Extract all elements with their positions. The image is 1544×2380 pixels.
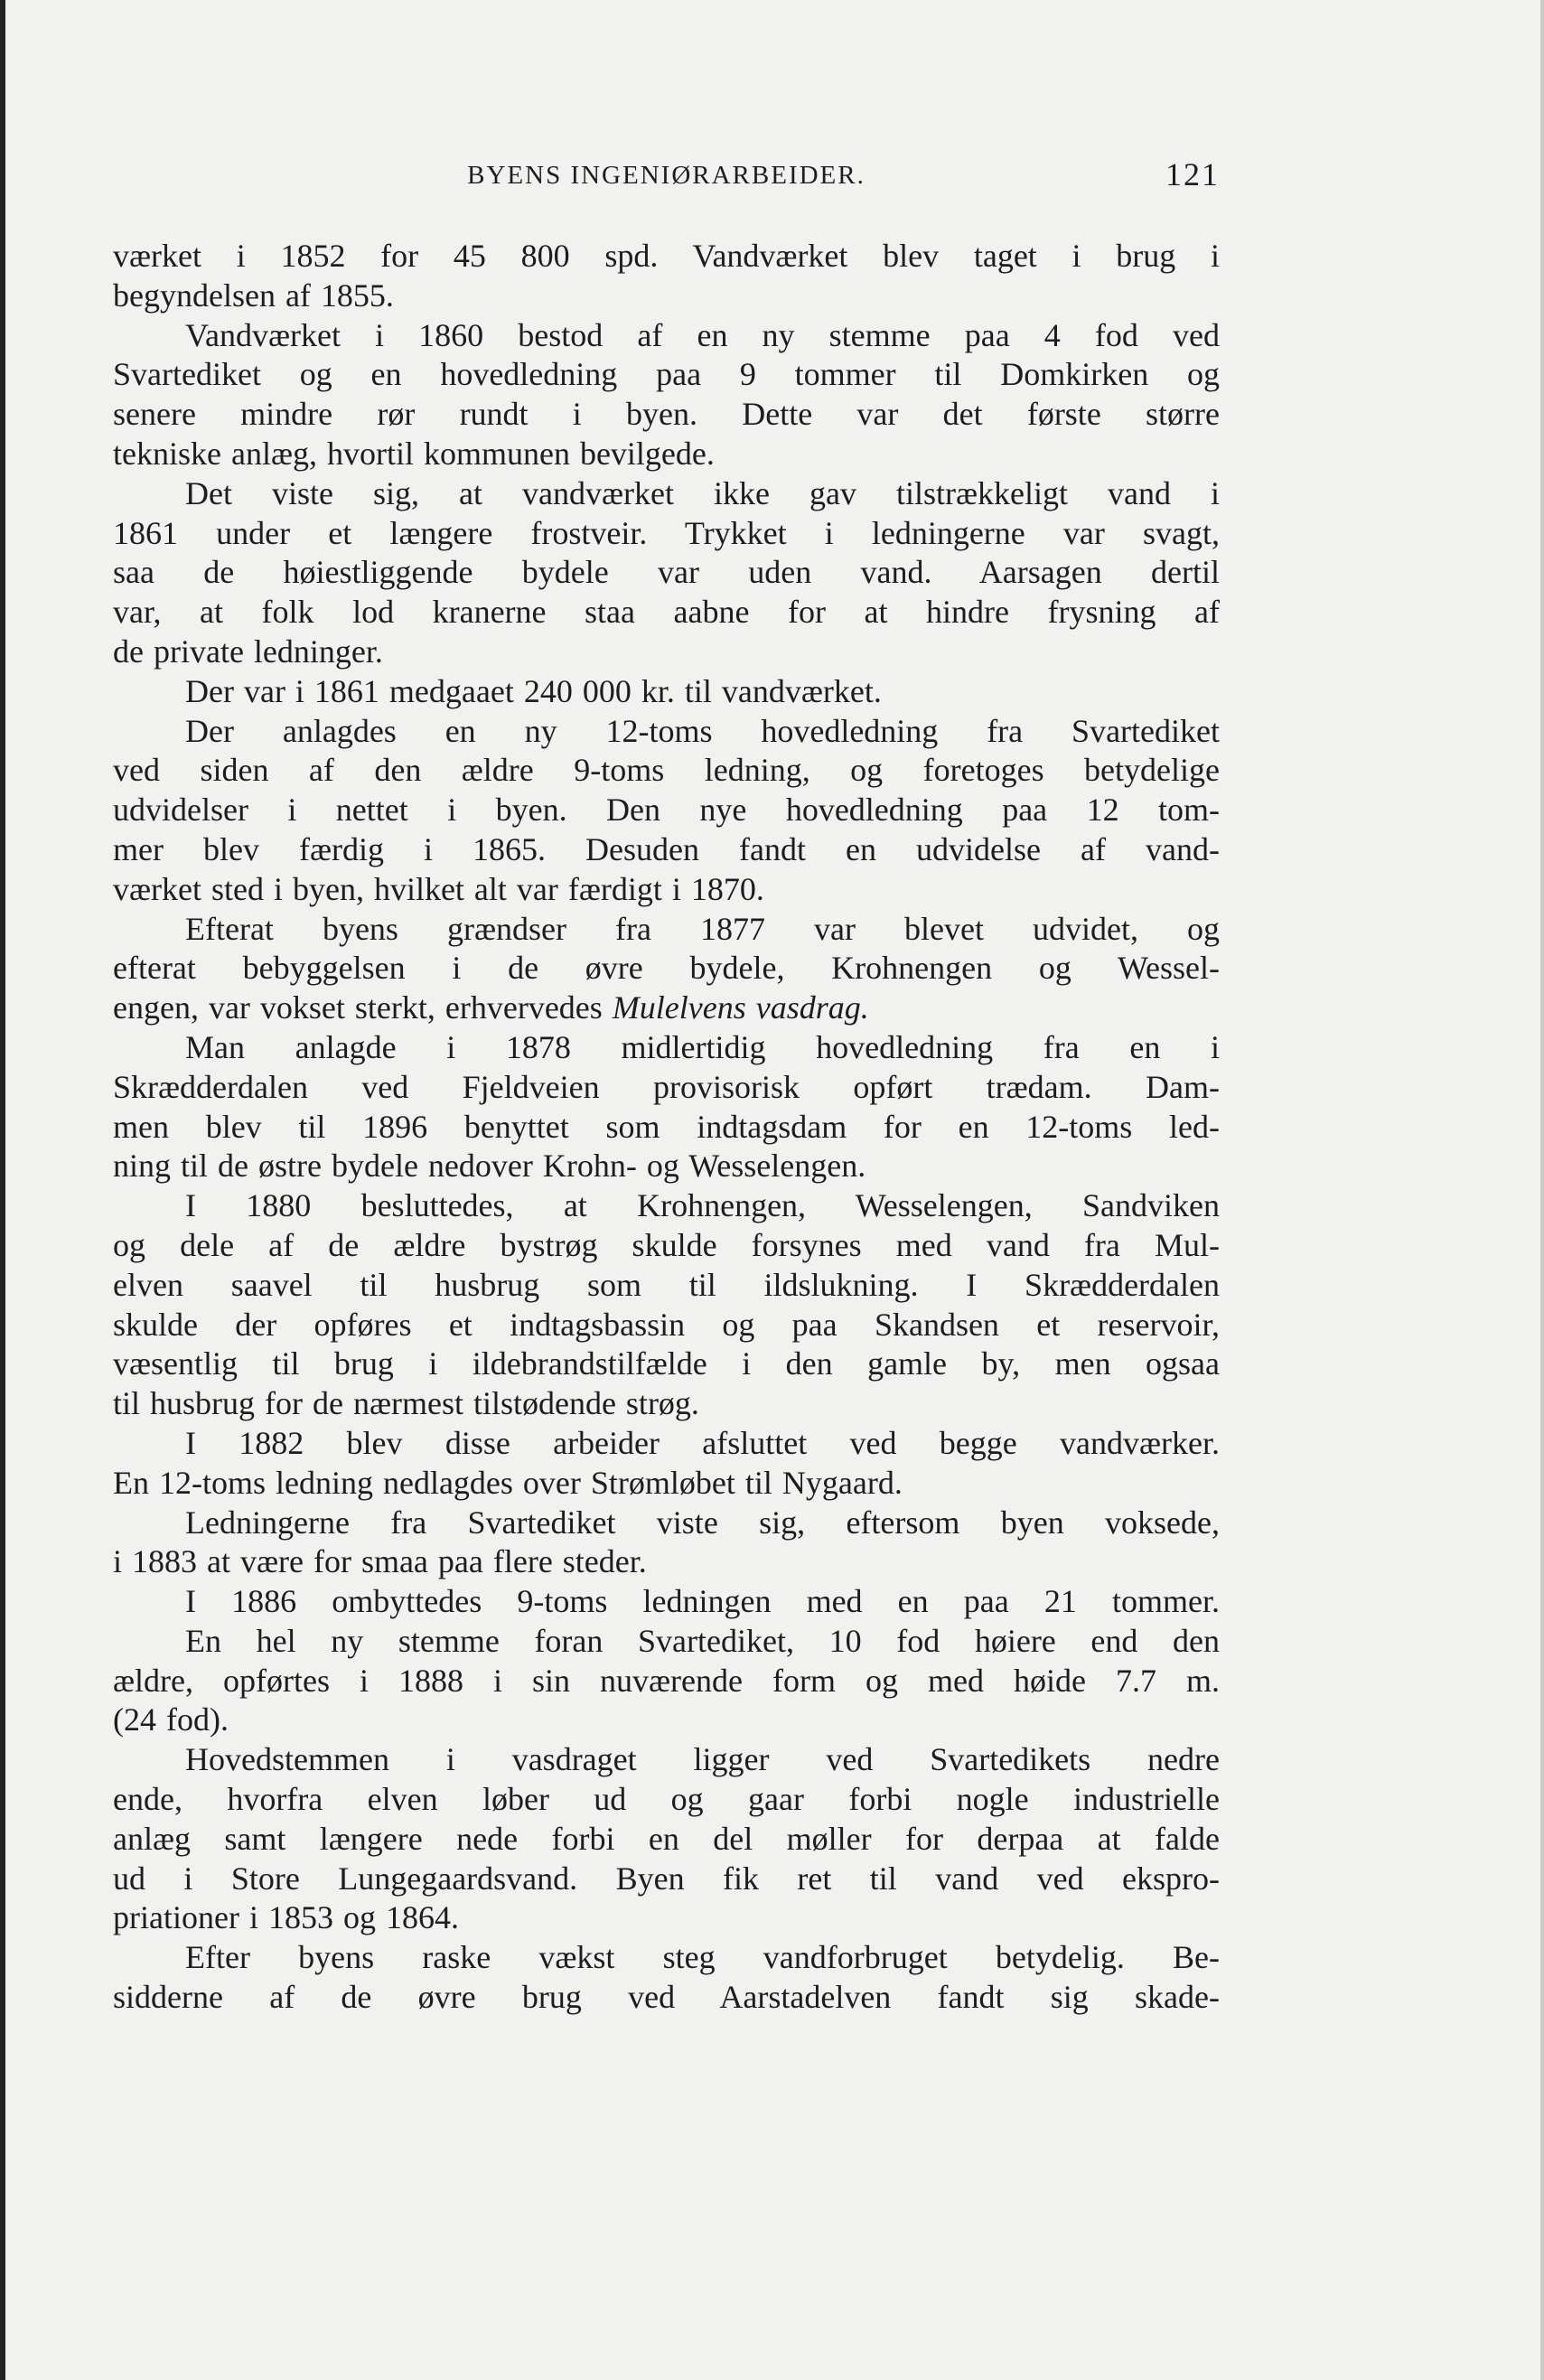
text-line xyxy=(113,1504,1220,1543)
text-line xyxy=(113,791,1220,830)
text-line xyxy=(113,1384,1220,1424)
text-line xyxy=(113,830,1220,870)
text-line xyxy=(113,316,1220,356)
text-line xyxy=(113,1662,1220,1701)
text-line-content: tekniske anlæg, hvortil kommunen bevilgede. xyxy=(113,435,715,472)
text-line-content: væsentlig til brug i ildebrandstilfælde i den gamle by, men ogsaa xyxy=(113,1345,1220,1382)
text-line xyxy=(113,1820,1220,1860)
text-line-content: ning til de østre bydele nedover Krohn- og Wesselengen. xyxy=(113,1148,866,1185)
text-line-content: værket i 1852 for 45 800 spd. Vandværket blev taget i brug i xyxy=(113,238,1220,274)
text-line xyxy=(113,1028,1220,1068)
text-line xyxy=(113,1226,1220,1266)
text-line-content: anlæg samt længere nede forbi en del møller for derpaa at falde xyxy=(113,1820,1220,1857)
text-line xyxy=(113,870,1220,910)
text-line-content: udvidelser i nettet i byen. Den nye hovedledning paa 12 tom- xyxy=(113,792,1220,829)
text-line xyxy=(113,1464,1220,1504)
text-line xyxy=(113,1186,1220,1226)
text-line-content: Vandværket i 1860 bestod af en ny stemme paa 4 fod ved xyxy=(185,316,1220,353)
text-line-content: Efterat byens grændser fra 1877 var blevet udvidet, og xyxy=(185,910,1220,947)
text-line xyxy=(113,1108,1220,1148)
text-line-content: priationer i 1853 og 1864. xyxy=(113,1899,459,1936)
text-line-content: I 1886 ombyttedes 9-toms ledningen med en paa 21 tommer. xyxy=(185,1583,1220,1620)
running-head-title: BYENS INGENIØRARBEIDER. xyxy=(467,161,866,190)
body-text xyxy=(113,237,1220,2018)
text-line xyxy=(113,672,1220,712)
text-line-content: I 1880 besluttedes, at Krohnengen, Wesselengen, Sandviken xyxy=(185,1187,1220,1224)
text-line xyxy=(113,1542,1220,1582)
text-line-content: begyndelsen af 1855. xyxy=(113,276,394,314)
text-line xyxy=(113,1740,1220,1780)
text-line-content: Svartediket og en hovedledning paa 9 tommer til Domkirken og xyxy=(113,356,1220,393)
text-line-content: men blev til 1896 benyttet som indtagsdam for en 12-toms led- xyxy=(113,1108,1220,1145)
text-line xyxy=(113,1266,1220,1306)
text-line xyxy=(113,593,1220,632)
text-line-content: engen, var vokset sterkt, erhvervedes xyxy=(113,989,603,1026)
page-number: 121 xyxy=(1165,156,1220,192)
running-head xyxy=(113,155,1220,201)
text-line-content: Hovedstemmen i vasdraget ligger ved Svartedikets nedre xyxy=(185,1741,1220,1778)
text-line-content: En 12-toms ledning nedlagdes over Strømløbet til Nygaard. xyxy=(113,1464,903,1501)
scan-edge-right xyxy=(1540,0,1544,2380)
text-line xyxy=(113,237,1220,276)
text-line-content: mer blev færdig i 1865. Desuden fandt en udvidelse af vand- xyxy=(113,830,1220,867)
text-line xyxy=(113,276,1220,316)
text-line-content: efterat bebyggelsen i de øvre bydele, Krohnengen og Wessel- xyxy=(113,950,1220,987)
text-line xyxy=(113,1424,1220,1464)
text-line-content: og dele af de ældre bystrøg skulde forsynes med vand fra Mul- xyxy=(113,1226,1220,1263)
text-line-content: i 1883 at være for smaa paa flere steder. xyxy=(113,1543,647,1580)
text-line xyxy=(113,1938,1220,1978)
text-line-content: Skrædderdalen ved Fjeldveien provisorisk opført trædam. Dam- xyxy=(113,1068,1220,1105)
text-line-content: ud i Store Lungegaardsvand. Byen fik ret til vand ved ekspro- xyxy=(113,1860,1220,1897)
text-line-content: (24 fod). xyxy=(113,1701,229,1738)
text-line xyxy=(113,989,1220,1028)
text-line xyxy=(113,553,1220,593)
text-line-content: Der anlagdes en ny 12-toms hovedledning fra Svartediket xyxy=(185,712,1220,749)
text-line xyxy=(113,355,1220,395)
text-line xyxy=(113,1622,1220,1662)
text-line xyxy=(113,1582,1220,1622)
text-line xyxy=(113,1068,1220,1108)
text-line-content: I 1882 blev disse arbeider afsluttet ved begge vandværker. xyxy=(185,1424,1220,1461)
text-line-content: ældre, opførtes i 1888 i sin nuværende form og med høide 7.7 m. xyxy=(113,1662,1220,1699)
text-line xyxy=(113,1147,1220,1186)
text-line xyxy=(113,474,1220,514)
text-line-content: En hel ny stemme foran Svartediket, 10 fod høiere end den xyxy=(185,1622,1220,1659)
text-line-content: de private ledninger. xyxy=(113,632,383,670)
text-line-content: Man anlagde i 1878 midlertidig hovedledning fra en i xyxy=(185,1028,1220,1065)
text-line-content: ved siden af den ældre 9-toms ledning, og foretoges betydelige xyxy=(113,752,1220,789)
text-line-content: elven saavel til husbrug som til ildslukning. I Skrædderdalen xyxy=(113,1266,1220,1303)
text-line xyxy=(113,1345,1220,1384)
text-line xyxy=(113,1701,1220,1740)
text-line xyxy=(113,751,1220,791)
text-line xyxy=(113,1306,1220,1345)
text-line-content: til husbrug for de nærmest tilstødende strøg. xyxy=(113,1385,699,1422)
text-line-content: senere mindre rør rundt i byen. Dette var det første større xyxy=(113,396,1220,433)
text-line-content: Ledningerne fra Svartediket viste sig, eftersom byen voksede, xyxy=(185,1504,1220,1541)
text-line xyxy=(113,712,1220,752)
text-line xyxy=(113,1780,1220,1820)
text-line-content: Der var i 1861 medgaaet 240 000 kr. til vandværket. xyxy=(185,672,882,709)
text-line-content: skulde der opføres et indtagsbassin og paa Skandsen et reservoir, xyxy=(113,1306,1220,1343)
text-line-content: ende, hvorfra elven løber ud og gaar forbi nogle industrielle xyxy=(113,1781,1220,1818)
text-line-content: saa de høiestliggende bydele var uden vand. Aarsagen dertil xyxy=(113,554,1220,591)
text-line-content: Efter byens raske vækst steg vandforbruget betydelig. Be- xyxy=(185,1939,1220,1976)
text-line xyxy=(113,1898,1220,1938)
text-line xyxy=(113,1978,1220,2018)
text-line xyxy=(113,910,1220,950)
text-line-content: værket sted i byen, hvilket alt var færdigt i 1870. xyxy=(113,870,764,907)
text-line xyxy=(113,949,1220,989)
text-line-content: sidderne af de øvre brug ved Aarstadelven fandt sig skade- xyxy=(113,1979,1220,2016)
text-line xyxy=(113,632,1220,672)
scan-edge-left xyxy=(0,0,5,2380)
text-line-content: 1861 under et længere frostveir. Trykket i ledningerne var svagt, xyxy=(113,514,1220,551)
italic-phrase: Mulelvens vasdrag. xyxy=(612,989,869,1026)
text-line xyxy=(113,395,1220,435)
text-line-content: Det viste sig, at vandværket ikke gav tilstrækkeligt vand i xyxy=(185,474,1220,511)
text-line xyxy=(113,435,1220,474)
text-line xyxy=(113,1860,1220,1899)
text-line xyxy=(113,514,1220,554)
text-line-content: var, at folk lod kranerne staa aabne for at hindre frysning af xyxy=(113,594,1220,631)
